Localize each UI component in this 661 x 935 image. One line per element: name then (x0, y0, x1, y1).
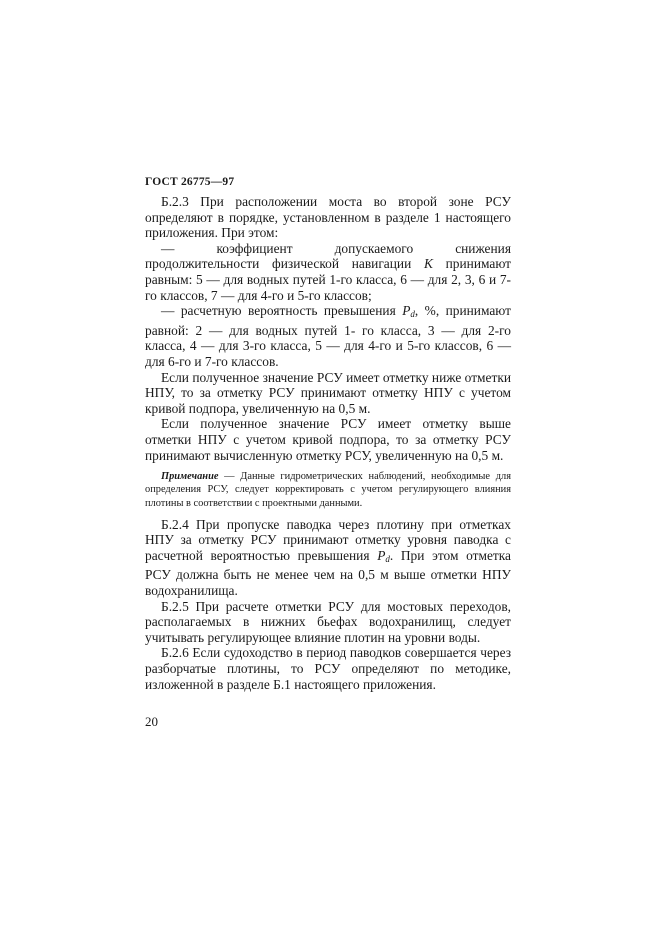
note-label: Примечание (161, 471, 219, 483)
document-header: ГОСТ 26775—97 (145, 176, 235, 188)
page-number: 20 (145, 714, 158, 729)
b24-variable-p-subscript: d (385, 553, 390, 564)
paragraph-b24 (145, 517, 511, 599)
item2-before: — расчетную вероятность превышения (161, 303, 403, 319)
variable-k: K (423, 256, 433, 272)
paragraph-b23-above: Если полученное значение РСУ имеет отметку выше отметки НПУ с учетом кривой подпора, то за отметку РСУ принимают вычисленную отметку РСУ, увеличенную на 0,5 м. (145, 416, 511, 463)
paragraph-b23-item2 (145, 303, 511, 369)
item2-after: , %, принимают равной: 2 — для водных путей 1- го класса, 3 — для 2-го класса, 4 — для 3-го класса, 5 — для 4-го и 5-го классов, 6 — для 6-го и 7-го классов. (145, 303, 511, 369)
paragraph-b25: Б.2.5 При расчете отметки РСУ для мостовых переходов, располагаемых в нижних бьефах водохранилищ, следует учитывать регулирующее влияние плотин на уровни воды. (145, 598, 511, 645)
variable-p-subscript: d (410, 309, 415, 320)
item1-after: принимают равным: 5 — для водных путей 1-го класса, 6 — для 2, 3, 6 и 7-го классов, 7 — для 4-го и 5-го классов; (145, 256, 512, 303)
b24-after: . При этом отметка РСУ должна быть не менее чем на 0,5 м выше отметки НПУ водохранилища. (145, 547, 511, 599)
b24-before: Б.2.4 При пропуске паводка через плотину при отметках НПУ за отметку РСУ принимают отметку уровня паводка с расчетной вероятностью превышения (145, 516, 511, 563)
paragraph-b23-below: Если полученное значение РСУ имеет отметку ниже отметки НПУ, то за отметку РСУ принимают отметку НПУ с учетом кривой подпора, увеличенную на 0,5 м. (145, 369, 511, 416)
paragraph-b26: Б.2.6 Если судоходство в период паводков совершается через разборчатые плотины, то РСУ определяют по методике, изложенной в разделе Б.1 настоящего приложения. (145, 645, 511, 692)
item1-before: — коэффициент допускаемого снижения продолжительности физической навигации (145, 240, 511, 272)
note-text: — Данные гидрометрических наблюдений, необходимые для определения РСУ, следует корректировать с учетом регулирующего влияния плотины в соответствии с проектными данными. (145, 471, 511, 509)
b24-variable-p: P (377, 547, 386, 563)
paragraph-b23-item1 (145, 241, 511, 303)
variable-p: P (402, 303, 411, 319)
note (145, 470, 511, 510)
paragraph-b23-intro: Б.2.3 При расположении моста во второй зоне РСУ определяют в порядке, установленном в разделе 1 настоящего приложения. При этом: (145, 194, 511, 241)
document-body (145, 194, 511, 692)
